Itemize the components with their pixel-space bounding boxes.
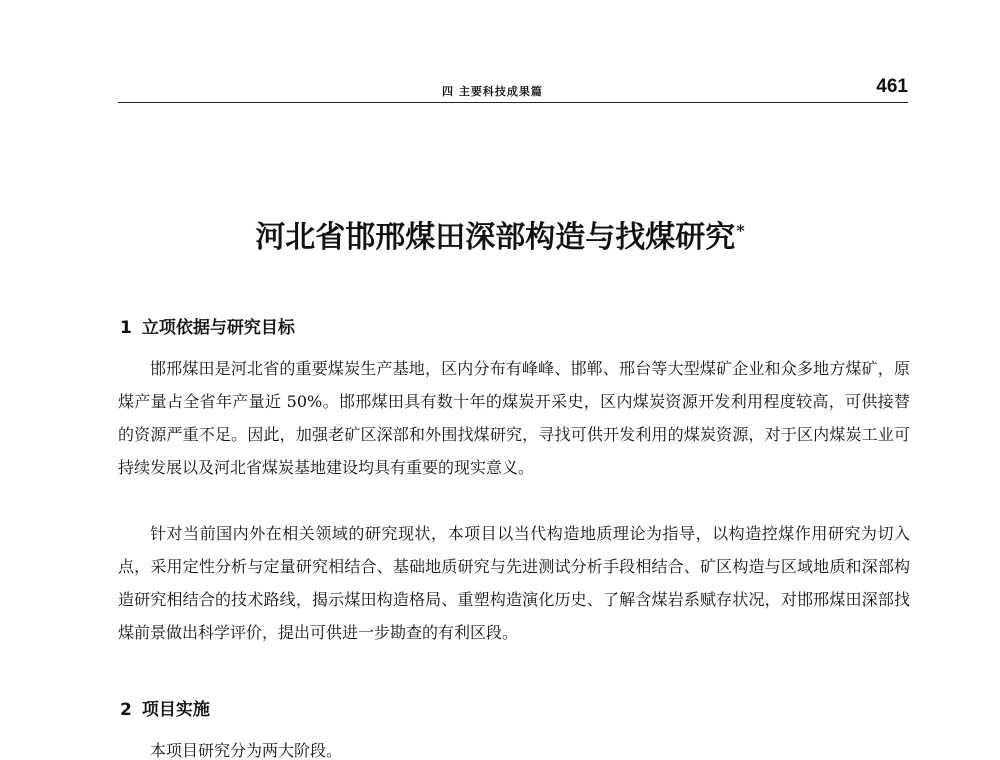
paragraph: 邯邢煤田是河北省的重要煤炭生产基地，区内分布有峰峰、邯郸、邢台等大型煤矿企业和众多地方煤矿，原煤产量占全省年产量近 50%。邯邢煤田具有数十年的煤炭开采史，区内煤炭资源开发利用程度较高，可供接替的资源严重不足。因此，加强老矿区深部和外围找煤研究，寻找可供开发利用的煤炭资源，对于区内煤炭工业可持续发展以及河北省煤炭基地建设均具有重要的现实意义。: [118, 359, 910, 477]
article-title: [0, 220, 1000, 256]
title-footnote-mark: *: [736, 221, 745, 240]
paragraph: 本项目研究分为两大阶段。: [150, 741, 343, 760]
article-title-text: 河北省邯邢煤田深部构造与找煤研究: [255, 220, 736, 255]
page-number: 461: [876, 76, 908, 97]
running-section-title: 四 主要科技成果篇: [442, 85, 543, 98]
paragraph: 针对当前国内外在相关领域的研究现状，本项目以当代构造地质理论为指导，以构造控煤作用研究为切入点，采用定性分析与定量研究相结合、基础地质研究与先进测试分析手段相结合、矿区构造与区域地质和深部构造研究相结合的技术路线，揭示煤田构造格局、重塑构造演化历史、了解含煤岩系赋存状况，对邯邢煤田深部找煤前景做出科学评价，提出可供进一步勘查的有利区段。: [118, 524, 910, 642]
header-rule: [118, 102, 908, 103]
section-title: 项目实施: [141, 700, 210, 720]
running-header: [118, 64, 908, 104]
section-number: 1: [120, 318, 132, 338]
section-title: 立项依据与研究目标: [141, 318, 295, 338]
section-heading-1: [120, 313, 295, 338]
section-number: 2: [120, 700, 132, 720]
section-heading-2: [120, 695, 210, 720]
